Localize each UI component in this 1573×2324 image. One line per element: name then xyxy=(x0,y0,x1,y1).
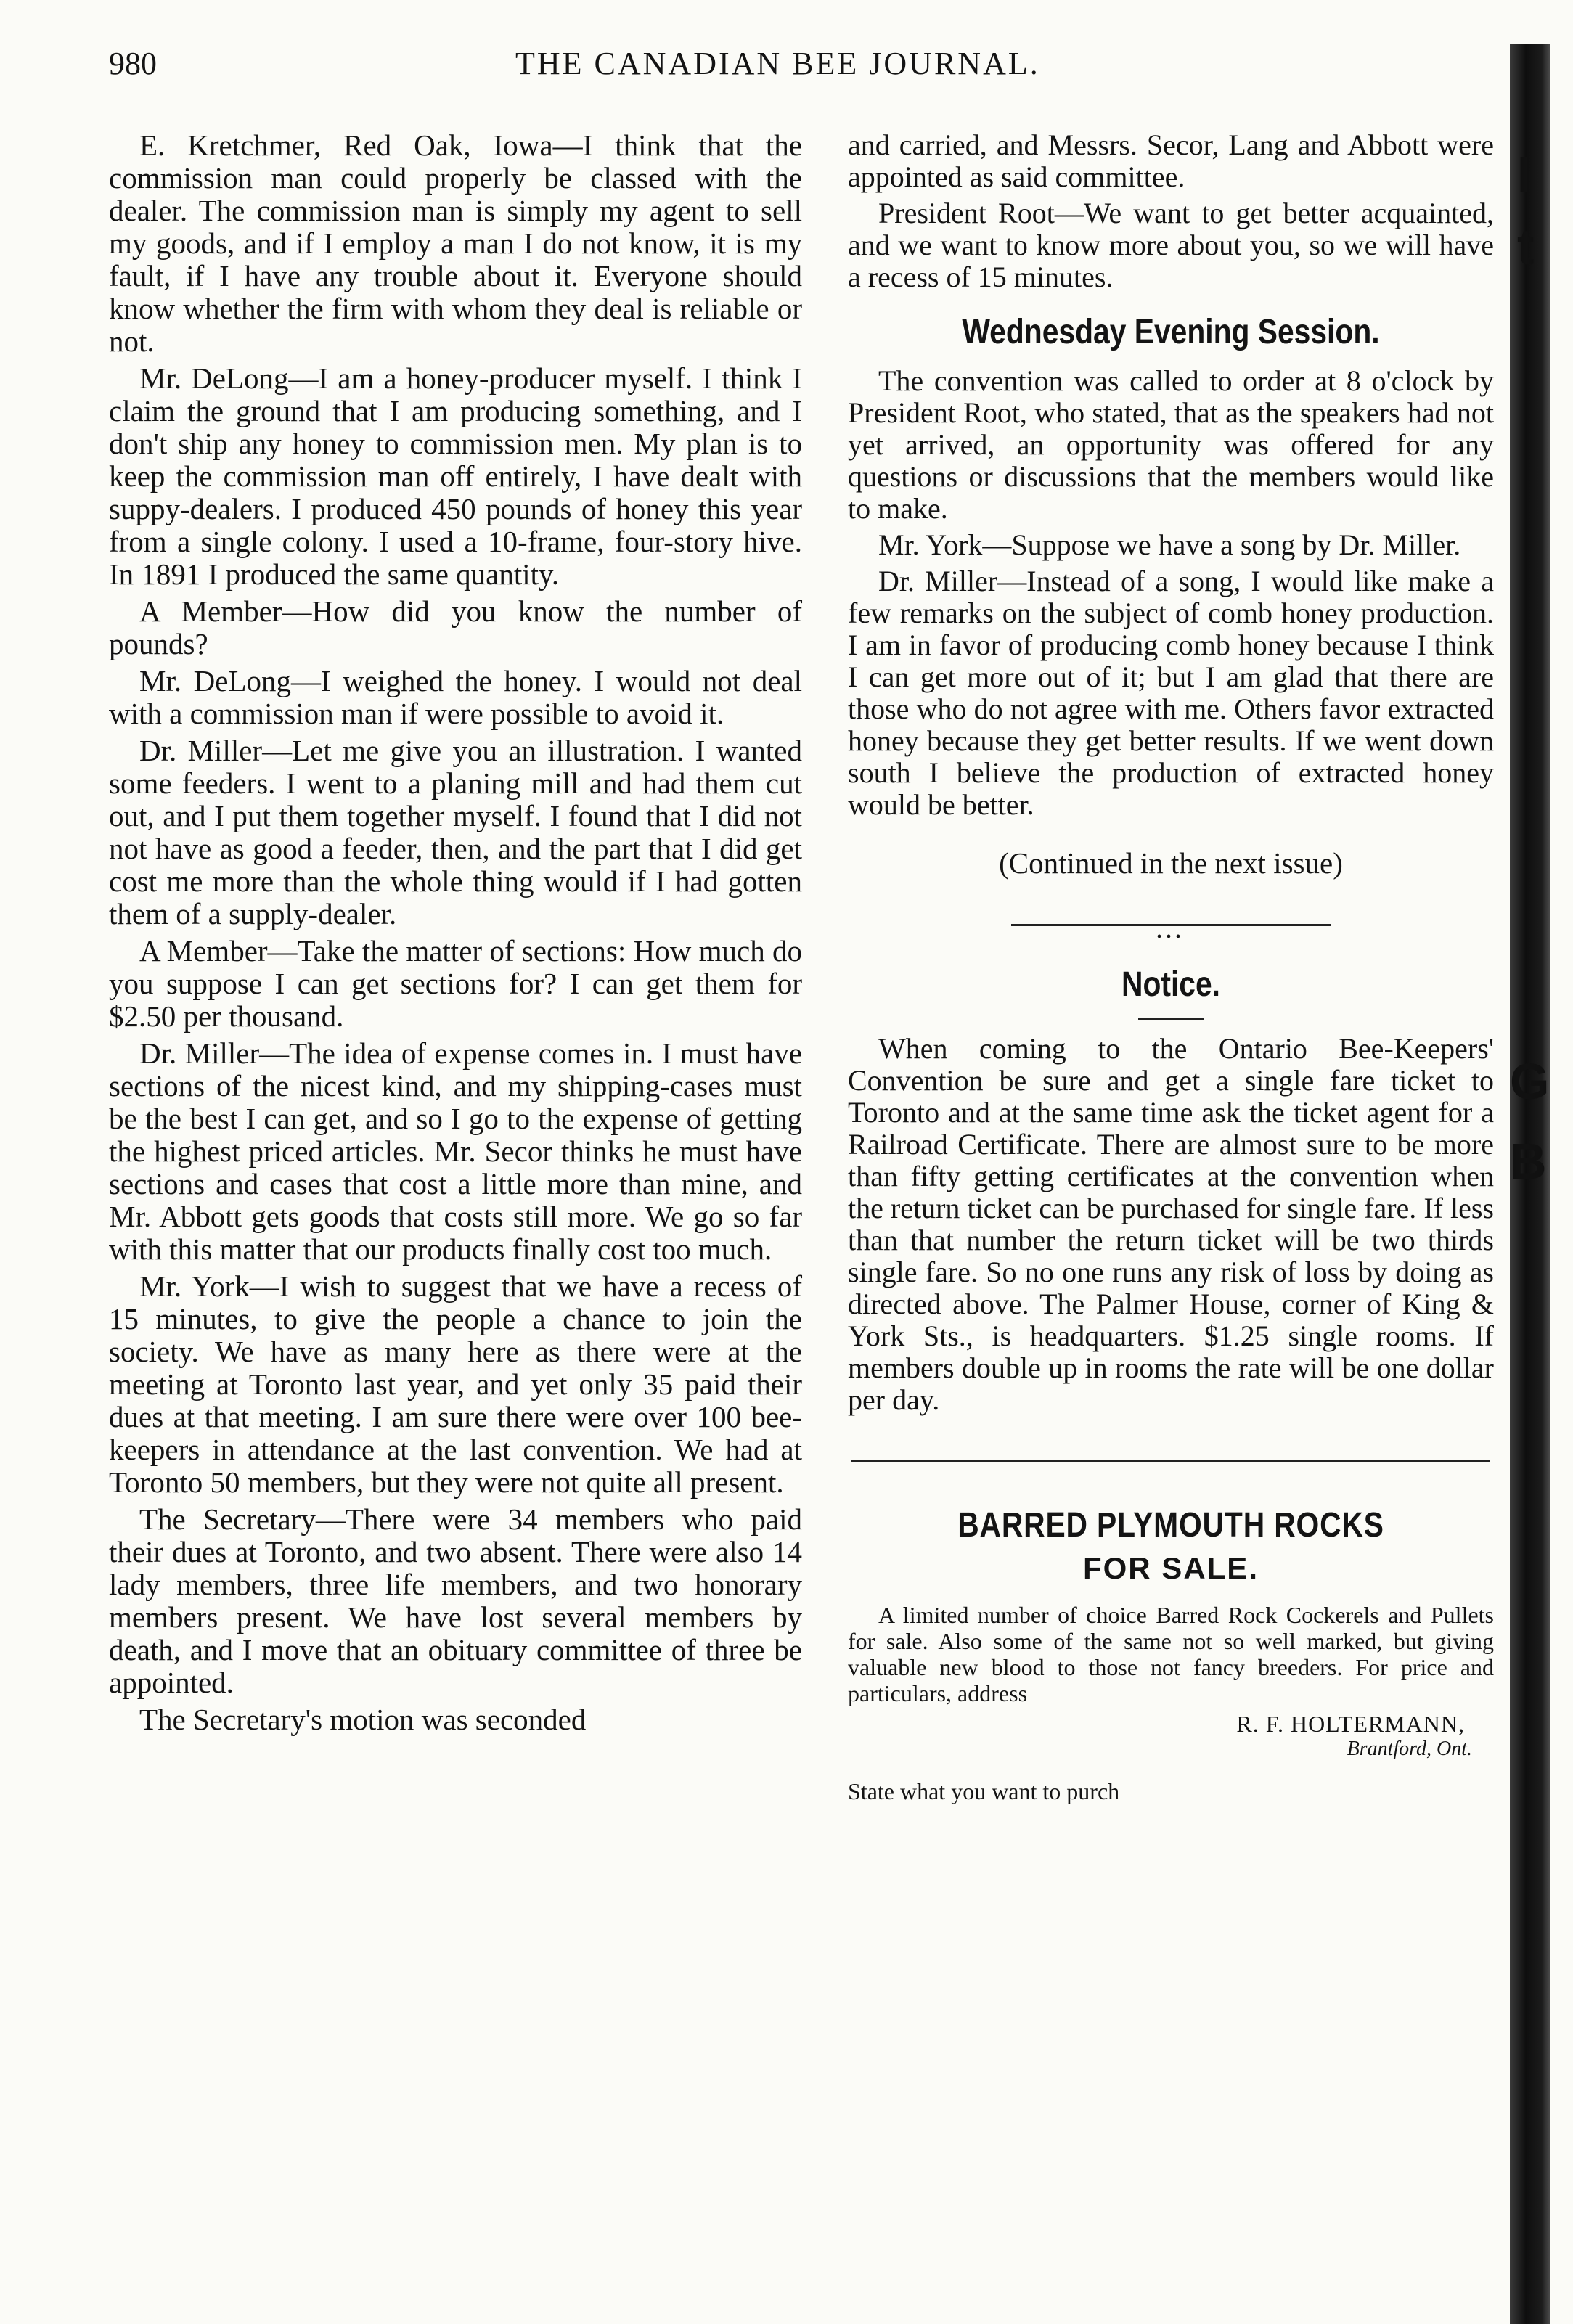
divider xyxy=(1138,1018,1204,1020)
paragraph: A Member—Take the matter of sections: How much do you suppose I can get sections for? I can get them for $2.50 per thousand. xyxy=(109,934,802,1033)
paragraph: President Root—We want to get better acquainted, and we want to know more about you, so we will have a recess of 15 minutes. xyxy=(848,197,1494,293)
ad-subtitle: FOR SALE. xyxy=(1082,1551,1259,1585)
notice-heading: Notice. xyxy=(1121,965,1221,1004)
notice-section xyxy=(848,924,1494,1416)
paragraph: Mr. York—Suppose we have a song by Dr. Miller. xyxy=(878,528,1461,561)
notice-body: When coming to the Ontario Bee-Keepers' Convention be sure and get a single fare ticket to Toronto and at the same time ask the ticket agent for a Railroad Certificate. There are almost sure to be more than fifty getting certificates at the convention when the return ticket can be purchased for single fare. If less than that number the return ticket will be two thirds single fare. So no one runs any risk of loss by doing as directed above. The Palmer House, corner of King & York Sts., is headquarters. $1.25 single rooms. If members double up in rooms the rate will be one dollar per day. xyxy=(848,1032,1494,1416)
paragraph: The convention was called to order at 8 o'clock by President Root, who stated, that as the speakers had not yet arrived, an opportunity was offered for any questions or discussions that the members would like to make. xyxy=(848,364,1494,525)
session-heading: Wednesday Evening Session. xyxy=(962,313,1380,351)
paragraph: A Member—How did you know the number of pounds? xyxy=(109,594,802,660)
divider xyxy=(851,1460,1490,1462)
page-header xyxy=(109,45,1415,89)
paragraph: Mr. DeLong—I weighed the honey. I would not deal with a commission man if were possible to avoid it. xyxy=(109,664,802,730)
paragraph: E. Kretchmer, Red Oak, Iowa—I think that the commission man could properly be classed with the dealer. The commission man is simply my agent to sell my goods, and if I employ a man I do not know, it is my fault, if I have any trouble about it. Everyone should know whether the firm with whom they deal is reliable or not. xyxy=(109,128,802,358)
paragraph: Mr. York—I wish to suggest that we have a recess of 15 minutes, to give the people a chance to join the society. We have as many here as there were at the meeting at Toronto last year, and yet only 35 paid their dues at that meeting. I am sure there were over 100 bee-keepers in attendance at the last convention. We had at Toronto 50 members, but they were not quite all present. xyxy=(109,1269,802,1499)
edge-letter: I xyxy=(1517,146,1532,202)
page-number: 980 xyxy=(109,46,157,81)
continued-note: (Continued in the next issue) xyxy=(999,846,1343,880)
ad-signature: R. F. HOLTERMANN, xyxy=(1236,1711,1465,1737)
paragraph: and carried, and Messrs. Secor, Lang and Abbott were appointed as said committee. xyxy=(848,128,1494,193)
edge-letter: B xyxy=(1510,1133,1547,1190)
paragraph: Dr. Miller—Let me give you an illustration. I wanted some feeders. I went to a planing mill and had them cut out, and I put them together myself. I found that I did not not have as good a feeder, then, and the part that I did get cost me more than the whole thing would if I had gotten them of a supply-dealer. xyxy=(109,734,802,930)
ad-title: BARRED PLYMOUTH ROCKS xyxy=(957,1506,1384,1544)
paragraph: Mr. DeLong—I am a honey-producer myself. I think I claim the ground that I am producing something, and I don't ship any honey to commission men. My plan is to keep the commission man off entirely, I have dealt with suppy-dealers. I produced 450 pounds of honey this year from a single colony. I used a 10-frame, four-story hive. In 1891 I produced the same quantity. xyxy=(109,361,802,591)
ad-footer: State what you want to purch xyxy=(848,1778,1120,1804)
ad-place: Brantford, Ont. xyxy=(1347,1738,1472,1760)
paragraph: The Secretary—There were 34 members who paid their dues at Toronto, and two absent. There were also 14 lady members, three life members, and two honorary members present. We have lost several members by death, and I move that an obituary committee of three be appointed. xyxy=(109,1502,802,1699)
left-column xyxy=(109,129,802,1740)
right-column xyxy=(848,129,1494,1805)
paragraph: Dr. Miller—The idea of expense comes in. I must have sections of the nicest kind, and my shipping-cases must be the best I can get, and so I go to the expense of getting the highest priced articles. Mr. Secor thinks he must have sections and cases that cost a little more than mine, and Mr. Abbott gets goods that costs still more. We go so far with this matter that our products finally cost too much. xyxy=(109,1036,802,1266)
ad-body: A limited number of choice Barred Rock Cockerels and Pullets for sale. Also some of the same not so well marked, but giving valuable new blood to those not fancy breeders. For price and particulars, address xyxy=(848,1602,1494,1706)
advertisement xyxy=(848,1505,1494,1805)
divider-ornament: ••• xyxy=(1156,929,1185,945)
paragraph: Dr. Miller—Instead of a song, I would like make a few remarks on the subject of comb honey production. I am in favor of producing comb honey because I think I can get more out of it; but I am glad that there are those who do not agree with me. Others favor extracted honey because they get better results. If we went down south I believe the production of extracted honey would be better. xyxy=(848,565,1494,821)
journal-title: THE CANADIAN BEE JOURNAL. xyxy=(515,46,1040,81)
paragraph: The Secretary's motion was seconded xyxy=(139,1703,587,1736)
edge-letter: G xyxy=(1510,1053,1550,1110)
edge-letter: t xyxy=(1517,218,1535,275)
divider xyxy=(1011,924,1331,926)
